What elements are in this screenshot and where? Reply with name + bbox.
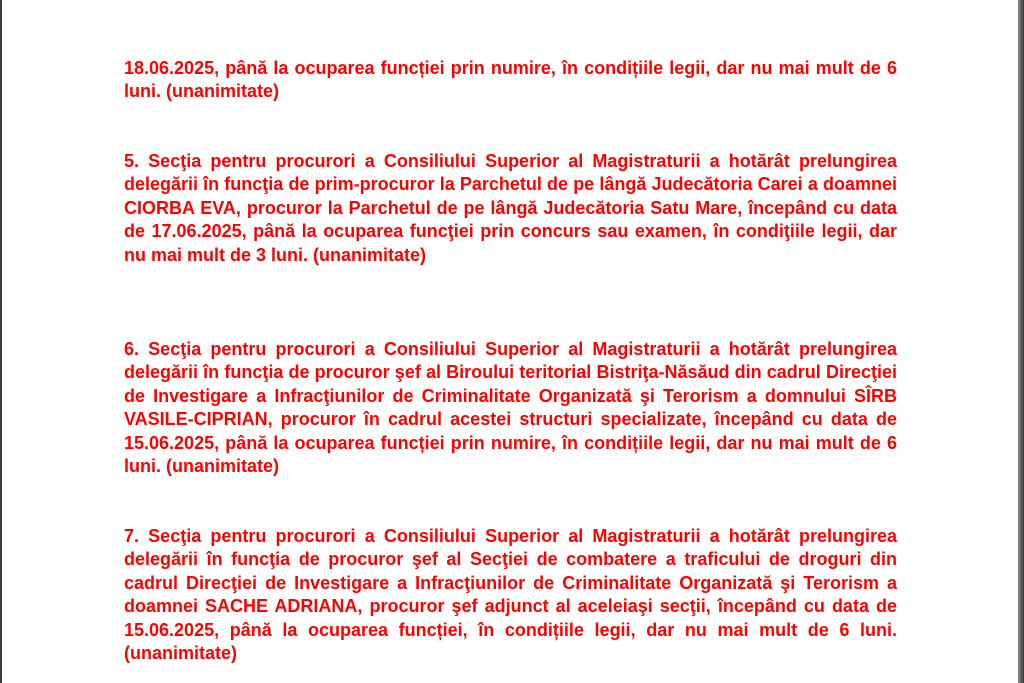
viewer-right-border (1018, 0, 1024, 683)
decision-paragraph-5: 5. Secţia pentru procurori a Consiliului Superior al Magistraturii a hotărât prelungirea delegării în funcţia de prim-procuror la Parchetul de pe lângă Judecătoria Carei a doamnei CIORBA EVA, procuror la Parchetul de pe lângă Judecătoria Satu Mare, începând cu data de 17.06.2025, până la ocuparea funcţiei prin concurs sau examen, în condiţiile legii, dar nu mai mult de 3 luni. (unanimitate) (124, 151, 897, 265)
decision-paragraph-6: 6. Secţia pentru procurori a Consiliului Superior al Magistraturii a hotărât prelungirea delegării în funcţia de procuror şef al Biroului teritorial Bistriţa-Năsăud din cadrul Direcţiei de Investigare a Infracţiunilor de Criminalitate Organizată şi Terorism a domnului SÎRB VASILE-CIPRIAN, procuror în cadrul acestei structuri specializate, începând cu data de 15.06.2025, până la ocuparea funcției prin numire, în condițiile legii, dar nu mai mult de 6 luni. (unanimitate) (124, 339, 897, 477)
decision-paragraph-continued: 18.06.2025, până la ocuparea funcției prin numire, în condițiile legii, dar nu mai mult de 6 luni. (unanimitate) (124, 58, 897, 102)
decision-paragraph-7: 7. Secţia pentru procurori a Consiliului Superior al Magistraturii a hotărât prelungirea delegării în funcţia de procuror şef al Secţiei de combatere a traficului de droguri din cadrul Direcţiei de Investigare a Infracţiunilor de Criminalitate Organizată şi Terorism a doamnei SACHE ADRIANA, procuror şef adjunct al aceleiaşi secţii, începând cu data de 15.06.2025, până la ocuparea funcției, în condițiile legii, dar nu mai mult de 6 luni. (unanimitate) (124, 526, 897, 664)
document-page (2, 0, 1018, 683)
